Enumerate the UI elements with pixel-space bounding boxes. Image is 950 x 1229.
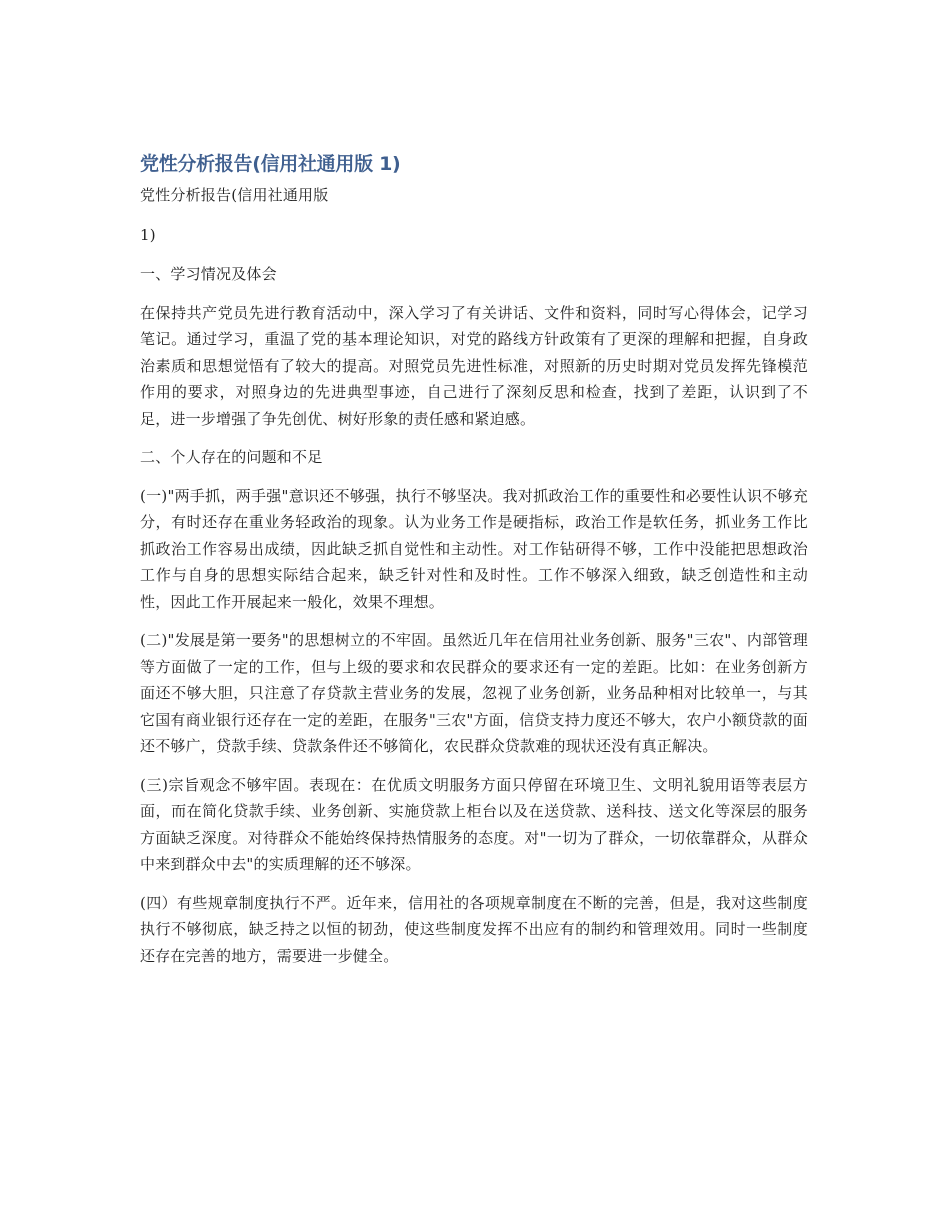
paragraph-problem-3: (三)宗旨观念不够牢固。表现在：在优质文明服务方面只停留在环境卫生、文明礼貌用语等表层方面，而在简化贷款手续、业务创新、实施贷款上柜台以及在送贷款、送科技、送文化等深层的服务方面缺乏深度。对待群众不能始终保持热情服务的态度。对"一切为了群众，一切依靠群众，从群众中来到群众中去"的实质理解的还不够深。 [140,775,808,873]
section-heading-problems: 二、个人存在的问题和不足 [140,448,323,466]
document-title: 党性分析报告(信用社通用版 1) [140,153,401,175]
document-subtitle-continued: 1) [140,225,156,244]
paragraph-problem-1: (一)"两手抓，两手强"意识还不够强，执行不够坚决。我对抓政治工作的重要性和必要性认识不够充分，有时还存在重业务轻政治的现象。认为业务工作是硬指标，政治工作是软任务，抓业务工作比抓政治工作容易出成绩，因此缺乏抓自觉性和主动性。对工作钻研得不够，工作中没能把思想政治工作与自身的思想实际结合起来，缺乏针对性和及时性。工作不够深入细致，缺乏创造性和主动性，因此工作开展起来一般化，效果不理想。 [140,486,808,611]
paragraph-study-experience: 在保持共产党员先进行教育活动中，深入学习了有关讲话、文件和资料，同时写心得体会，记学习笔记。通过学习，重温了党的基本理论知识，对党的路线方针政策有了更深的理解和把握，自身政治素质和思想觉悟有了较大的提高。对照党员先进性标准，对照新的历史时期对党员发挥先锋模范作用的要求，对照身边的先进典型事迹，自己进行了深刻反思和检查，找到了差距，认识到了不足，进一步增强了争先创优、树好形象的责任感和紧迫感。 [140,303,808,428]
paragraph-problem-4: (四）有些规章制度执行不严。近年来，信用社的各项规章制度在不断的完善，但是，我对这些制度执行不够彻底，缺乏持之以恒的韧劲，使这些制度发挥不出应有的制约和管理效用。同时一些制度还存在完善的地方，需要进一步健全。 [140,893,808,965]
paragraph-problem-2: (二)"发展是第一要务"的思想树立的不牢固。虽然近几年在信用社业务创新、服务"三农"、内部管理等方面做了一定的工作，但与上级的要求和农民群众的要求还有一定的差距。比如：在业务创新方面还不够大胆，只注意了存贷款主营业务的发展，忽视了业务创新，业务品种相对比较单一，与其它国有商业银行还存在一定的差距，在服务"三农"方面，信贷支持力度还不够大，农户小额贷款的面还不够广，贷款手续、贷款条件还不够简化，农民群众贷款难的现状还没有真正解决。 [140,631,808,755]
document-subtitle: 党性分析报告(信用社通用版 [140,186,329,204]
document-body [140,150,808,969]
section-heading-study: 一、学习情况及体会 [140,265,277,283]
